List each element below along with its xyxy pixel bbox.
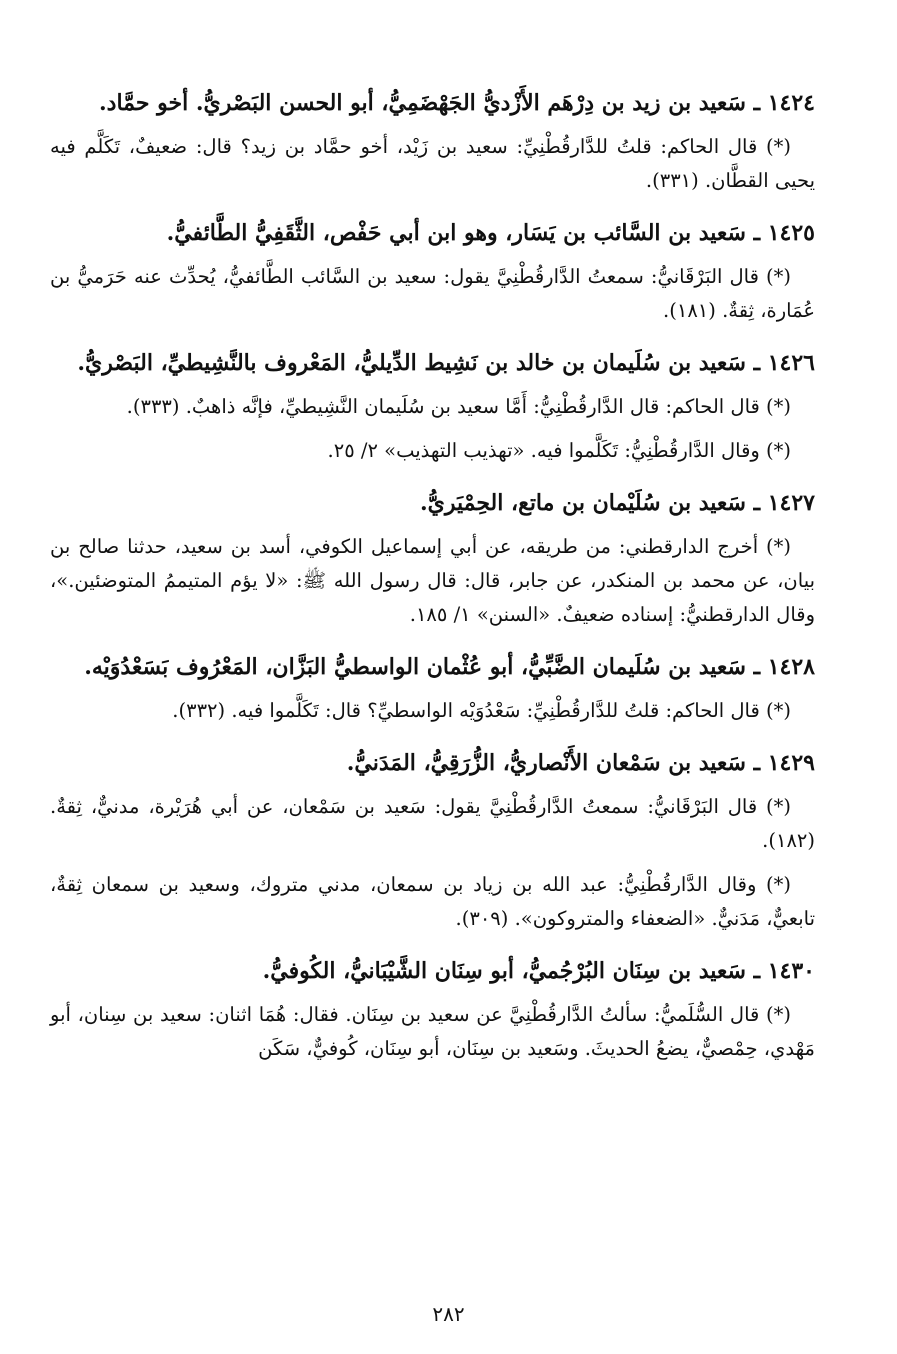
entry-paragraph: (*) أخرج الدارقطني: من طريقه، عن أبي إسماعيل الكوفي، أسد بن سعيد، حدثنا صالح بن بيان، عن محمد بن المنكدر، عن جابر، قال: قال رسول الله ﷺ: «لا يؤم المتيممُ المتوضئين.»، وقال الدارقطنيُّ: إسناده ضعيفٌ. «السنن» ١/ ١٨٥. xyxy=(50,535,815,626)
entry-1426 xyxy=(50,344,815,468)
entry-heading: ١٤٢٨ ـ سَعيد بن سُلَيمان الضَّبِّيُّ، أبو عُثْمان الواسطيُّ البَزَّان، المَعْرُوف بَسَعْدُوَيْه. xyxy=(84,654,815,680)
entry-paragraph: (*) قال الحاكم: قلتُ للدَّارقُطْنِيِّ: سَعْدُوَيْه الواسطيِّ؟ قال: تَكَلَّموا فيه. (٣٣٢). xyxy=(172,699,791,722)
entry-paragraph: (*) قال السُّلَميُّ: سألتُ الدَّارقُطْنِيَّ عن سعيد بن سِنَان. فقال: هُمَا اثنان: سعيد بن سِنان، أبو مَهْدي، حِمْصيٌّ، يضعُ الحديثَ. وسَعيد بن سِنَان، أبو سِنَان، كُوفيٌّ، سَكَن xyxy=(50,1003,815,1060)
entry-paragraph: (*) قال الحاكم: قلتُ للدَّارقُطْنِيِّ: سعيد بن زَيْد، أخو حمَّاد بن زيد؟ قال: ضعيفٌ، تَكَلَّم فيه يحيى القطَّان. (٣٣١). xyxy=(50,135,815,192)
entry-heading: ١٤٣٠ ـ سَعيد بن سِنَان البُرْجُميُّ، أبو سِنَان الشَّيْبَانيُّ، الكُوفيُّ. xyxy=(262,958,815,984)
entry-heading: ١٤٢٥ ـ سَعيد بن السَّائب بن يَسَار، وهو ابن أبي حَفْص، الثَّقَفِيُّ الطَّائفيُّ. xyxy=(166,220,815,246)
page-number: ٢٨٢ xyxy=(432,1302,465,1326)
entry-1429 xyxy=(50,744,815,936)
entry-heading: ١٤٢٧ ـ سَعيد بن سُلَيْمان بن ماتع، الحِمْيَريُّ. xyxy=(419,490,815,516)
entry-paragraph: (*) وقال الدَّارقُطْنِيُّ: تَكَلَّموا فيه. «تهذيب التهذيب» ٢/ ٢٥. xyxy=(327,439,791,462)
entry-1428 xyxy=(50,648,815,728)
entry-1424 xyxy=(50,84,815,198)
entry-heading: ١٤٢٦ ـ سَعيد بن سُلَيمان بن خالد بن نَشِيط الدِّيليُّ، المَعْروف بالنَّشِيطيِّ، البَصْريُّ. xyxy=(77,350,815,376)
entry-paragraph: (*) قال البَرْقَانيُّ: سمعتُ الدَّارقُطْنِيَّ يقول: سعيد بن السَّائب الطَّائفيُّ، يُحدِّث عنه حَرَميُّ بن عُمَارة، ثِقةٌ. (١٨١). xyxy=(50,265,815,322)
entry-paragraph: (*) قال الحاكم: قال الدَّارقُطْنِيُّ: أَمَّا سعيد بن سُلَيمان النَّشِيطيِّ، فإنَّه ذاهبٌ. (٣٣٣). xyxy=(126,395,791,418)
entry-1425 xyxy=(50,214,815,328)
entry-heading: ١٤٢٩ ـ سَعيد بن سَمْعان الأَنْصاريُّ، الزُّرَقِيُّ، المَدَنيُّ. xyxy=(346,750,815,776)
entry-1430 xyxy=(50,952,815,1066)
entry-heading: ١٤٢٤ ـ سَعيد بن زيد بن دِرْهَم الأَزْديُّ الجَهْضَمِيُّ، أبو الحسن البَصْريُّ. أخو حمَّاد. xyxy=(99,90,815,116)
entry-1427 xyxy=(50,484,815,632)
entry-paragraph: (*) وقال الدَّارقُطْنِيُّ: عبد الله بن زياد بن سمعان، مدني متروك، وسعيد بن سمعان ثِقةٌ، تابعيٌّ، مَدَنيٌّ. «الضعفاء والمتروكون». (٣٠٩). xyxy=(50,873,815,930)
entry-paragraph: (*) قال البَرْقَانيُّ: سمعتُ الدَّارقُطْنِيَّ يقول: سَعيد بن سَمْعان، عن أبي هُرَيْرة، مدنيٌّ، ثِقةٌ. (١٨٢). xyxy=(50,795,815,852)
